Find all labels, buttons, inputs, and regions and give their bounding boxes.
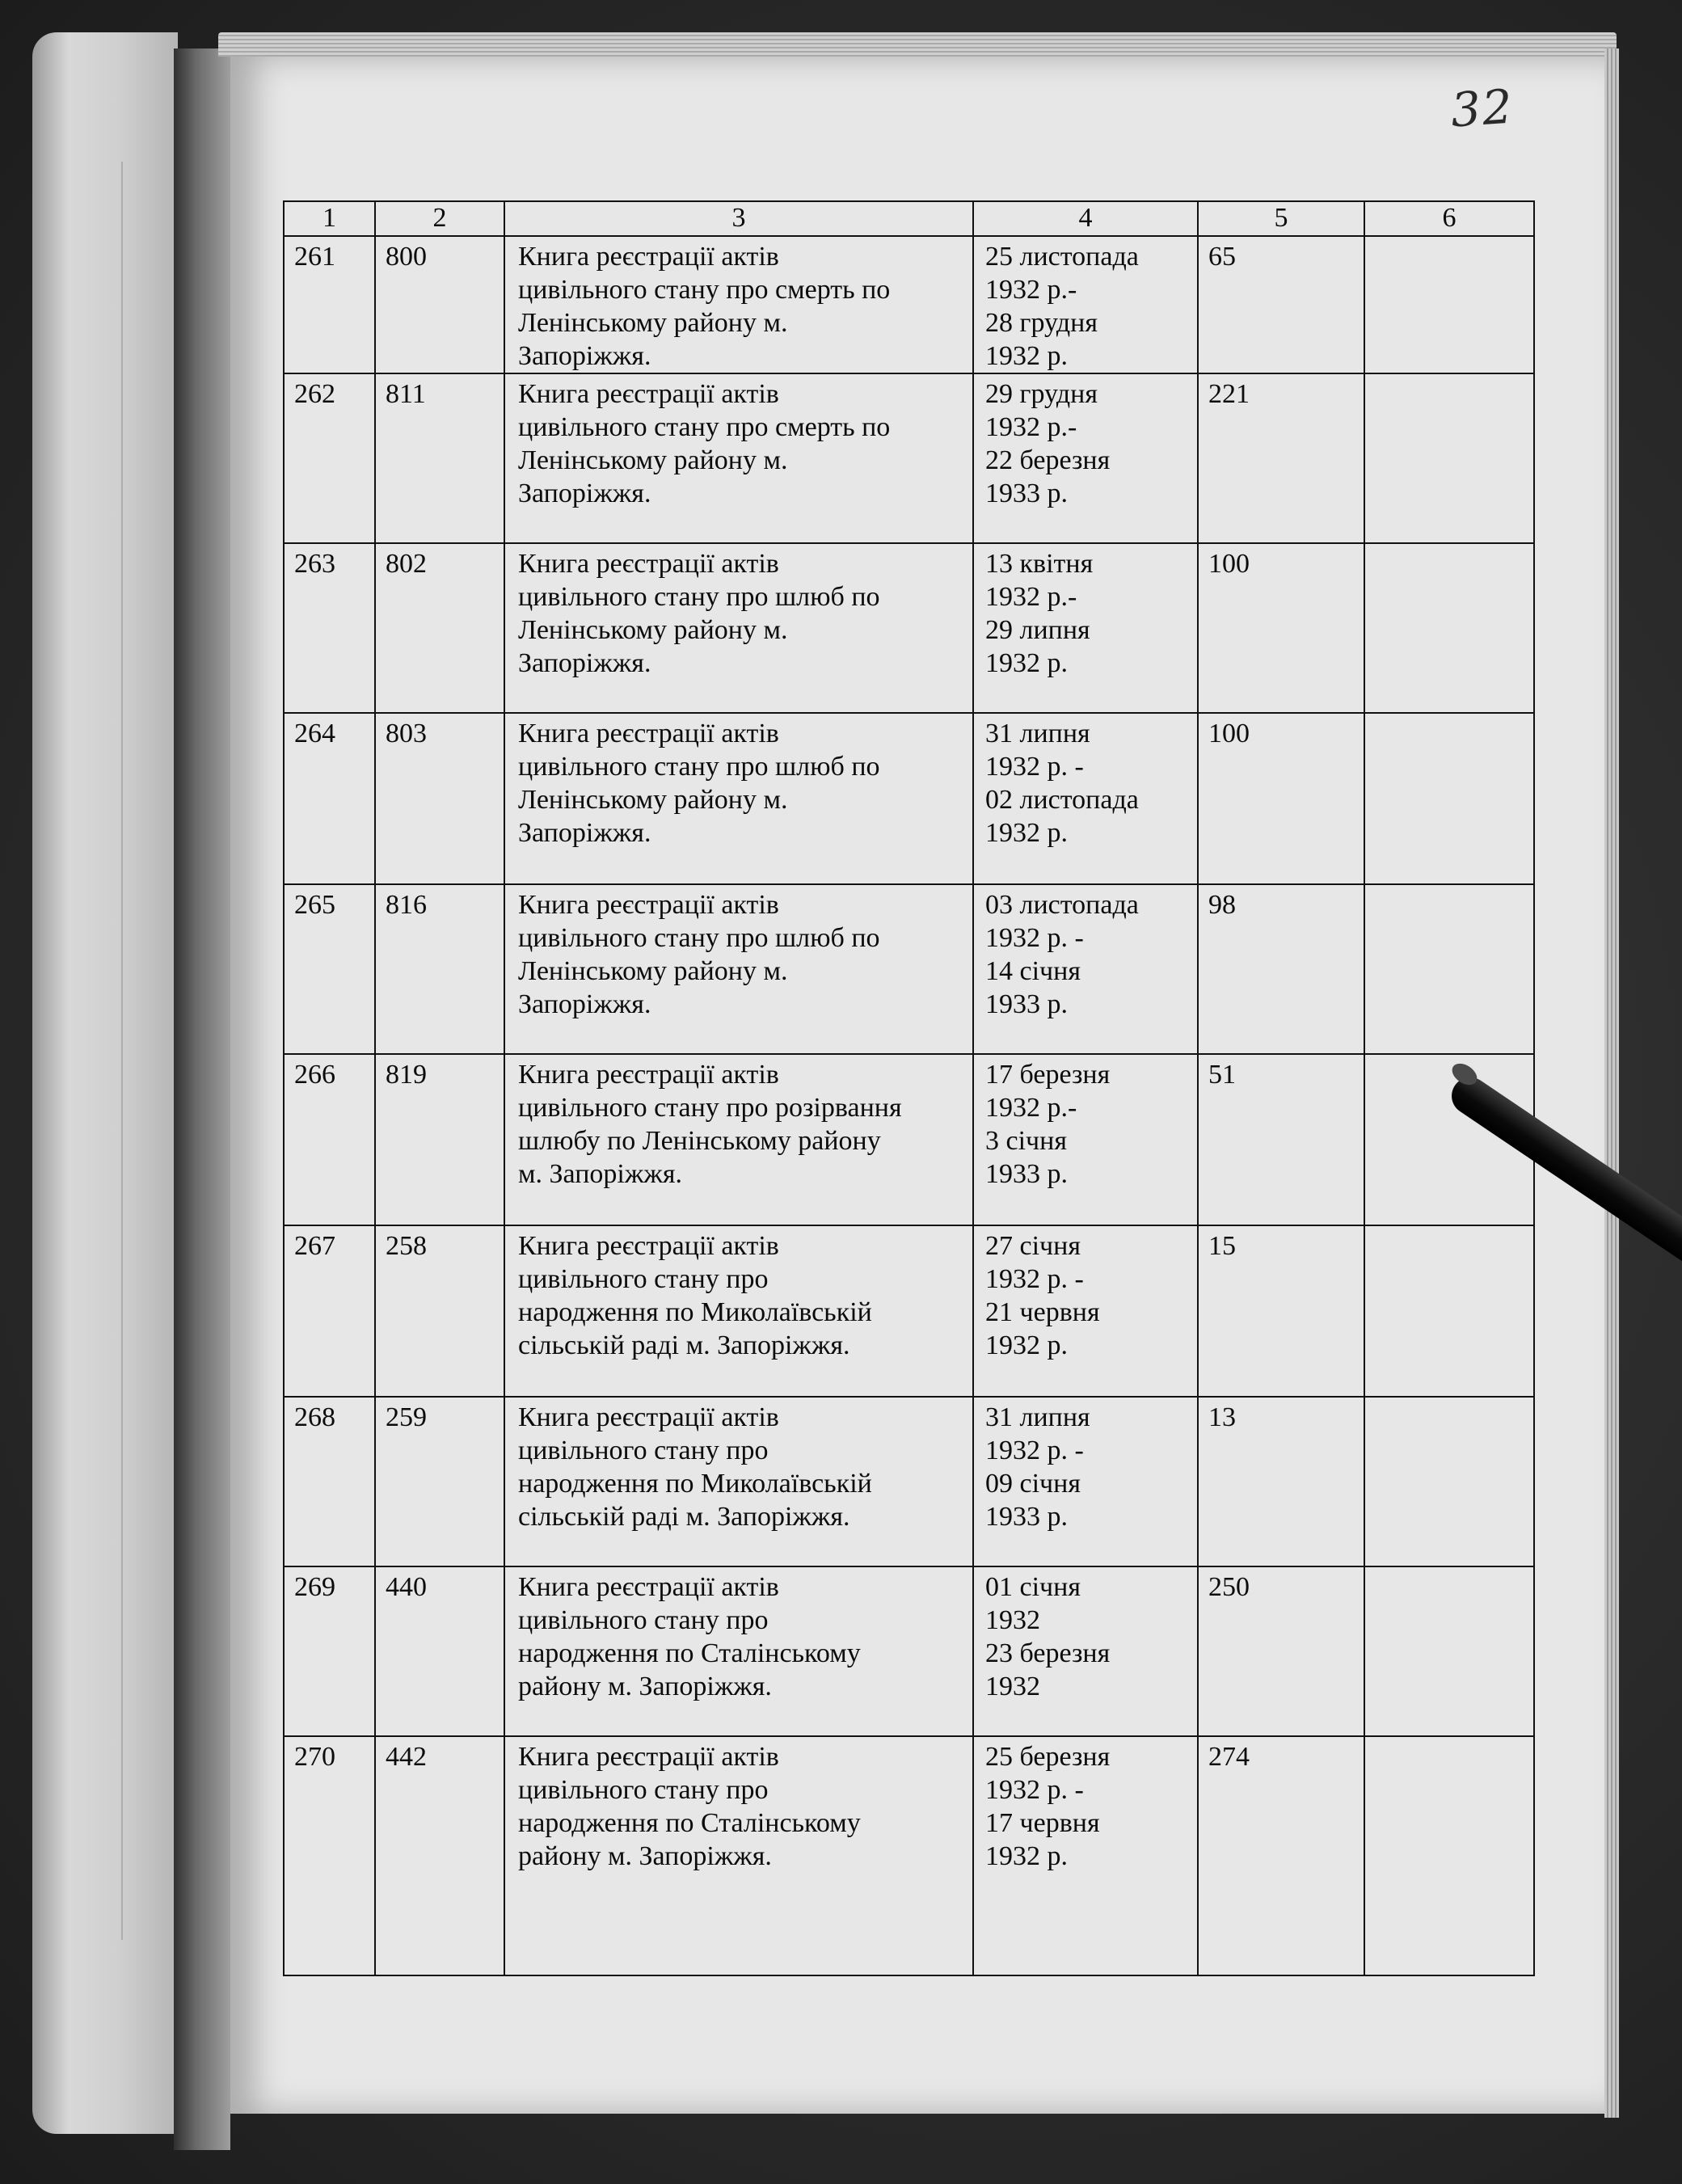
- column-header-5: 5: [1198, 201, 1364, 236]
- sheet-count-cell: 13: [1198, 1397, 1364, 1566]
- date-range-cell: 01 січня 1932 23 березня 1932: [973, 1566, 1198, 1736]
- column-header-6: 6: [1364, 201, 1534, 236]
- date-range-cell: 13 квітня 1932 р.- 29 липня 1932 р.: [973, 543, 1198, 713]
- date-range-cell: 31 липня 1932 р. - 02 листопада 1932 р.: [973, 713, 1198, 884]
- record-number-cell: 264: [284, 713, 375, 884]
- file-code-cell: 259: [375, 1397, 504, 1566]
- description-cell: Книга реєстрації актів цивільного стану про шлюб по Ленінському району м. Запоріжжя.: [504, 543, 973, 713]
- record-number-cell: 265: [284, 884, 375, 1054]
- date-range-cell: 25 березня 1932 р. - 17 червня 1932 р.: [973, 1736, 1198, 1975]
- record-number-cell: 262: [284, 373, 375, 543]
- sheet-count-cell: 100: [1198, 713, 1364, 884]
- book-gutter-shadow: [174, 48, 230, 2150]
- column-header-2: 2: [375, 201, 504, 236]
- description-cell: Книга реєстрації актів цивільного стану про смерть по Ленінському району м. Запоріжжя.: [504, 373, 973, 543]
- date-range-cell: 27 січня 1932 р. - 21 червня 1932 р.: [973, 1225, 1198, 1397]
- sheet-count-cell: 51: [1198, 1054, 1364, 1225]
- file-code-cell: 800: [375, 236, 504, 373]
- description-cell: Книга реєстрації актів цивільного стану про шлюб по Ленінському району м. Запоріжжя.: [504, 884, 973, 1054]
- description-cell: Книга реєстрації актів цивільного стану про народження по Сталінському району м. Запоріжжя.: [504, 1566, 973, 1736]
- record-number-cell: 263: [284, 543, 375, 713]
- notes-cell: [1364, 236, 1534, 373]
- file-code-cell: 819: [375, 1054, 504, 1225]
- record-number-cell: 267: [284, 1225, 375, 1397]
- notes-cell: [1364, 884, 1534, 1054]
- date-range-cell: 29 грудня 1932 р.- 22 березня 1933 р.: [973, 373, 1198, 543]
- table-row: [284, 1397, 1534, 1566]
- sheet-count-cell: 65: [1198, 236, 1364, 373]
- file-code-cell: 442: [375, 1736, 504, 1975]
- notes-cell: [1364, 373, 1534, 543]
- notes-cell: [1364, 1736, 1534, 1975]
- description-cell: Книга реєстрації актів цивільного стану про шлюб по Ленінському району м. Запоріжжя.: [504, 713, 973, 884]
- description-cell: Книга реєстрації актів цивільного стану про народження по Миколаївській сільській раді м. Запоріжжя.: [504, 1397, 973, 1566]
- description-cell: Книга реєстрації актів цивільного стану про народження по Миколаївській сільській раді м. Запоріжжя.: [504, 1225, 973, 1397]
- notes-cell: [1364, 1225, 1534, 1397]
- table-row: [284, 1736, 1534, 1975]
- date-range-cell: 31 липня 1932 р. - 09 січня 1933 р.: [973, 1397, 1198, 1566]
- column-header-4: 4: [973, 201, 1198, 236]
- description-cell: Книга реєстрації актів цивільного стану про смерть по Ленінському району м. Запоріжжя.: [504, 236, 973, 373]
- sheet-count-cell: 100: [1198, 543, 1364, 713]
- file-code-cell: 811: [375, 373, 504, 543]
- table-row: [284, 373, 1534, 543]
- table-row: [284, 1054, 1534, 1225]
- record-number-cell: 266: [284, 1054, 375, 1225]
- date-range-cell: 03 листопада 1932 р. - 14 січня 1933 р.: [973, 884, 1198, 1054]
- file-code-cell: 440: [375, 1566, 504, 1736]
- file-code-cell: 803: [375, 713, 504, 884]
- column-number-header-row: [284, 201, 1534, 236]
- notes-cell: [1364, 713, 1534, 884]
- page-stack-right-edge: [1604, 48, 1619, 2118]
- record-number-cell: 268: [284, 1397, 375, 1566]
- page-stack-top-edge: [218, 32, 1617, 57]
- column-header-1: 1: [284, 201, 375, 236]
- spine-ruling: [121, 162, 171, 1940]
- notes-cell: [1364, 543, 1534, 713]
- file-code-cell: 816: [375, 884, 504, 1054]
- sheet-count-cell: 274: [1198, 1736, 1364, 1975]
- sheet-count-cell: 15: [1198, 1225, 1364, 1397]
- date-range-cell: 25 листопада 1932 р.- 28 грудня 1932 р.: [973, 236, 1198, 373]
- sheet-count-cell: 98: [1198, 884, 1364, 1054]
- table-row: [284, 236, 1534, 373]
- notes-cell: [1364, 1566, 1534, 1736]
- archive-register-table: [283, 200, 1535, 1976]
- description-cell: Книга реєстрації актів цивільного стану про розірвання шлюбу по Ленінському району м. Запоріжжя.: [504, 1054, 973, 1225]
- record-number-cell: 269: [284, 1566, 375, 1736]
- date-range-cell: 17 березня 1932 р.- 3 січня 1933 р.: [973, 1054, 1198, 1225]
- table-row: [284, 1225, 1534, 1397]
- notes-cell: [1364, 1397, 1534, 1566]
- sheet-count-cell: 221: [1198, 373, 1364, 543]
- table-row: [284, 1566, 1534, 1736]
- table-row: [284, 713, 1534, 884]
- folio-number: 32: [1448, 78, 1516, 138]
- file-code-cell: 258: [375, 1225, 504, 1397]
- sheet-count-cell: 250: [1198, 1566, 1364, 1736]
- file-code-cell: 802: [375, 543, 504, 713]
- column-header-3: 3: [504, 201, 973, 236]
- record-number-cell: 261: [284, 236, 375, 373]
- table-row: [284, 884, 1534, 1054]
- description-cell: Книга реєстрації актів цивільного стану про народження по Сталінському району м. Запоріжжя.: [504, 1736, 973, 1975]
- record-number-cell: 270: [284, 1736, 375, 1975]
- table-row: [284, 543, 1534, 713]
